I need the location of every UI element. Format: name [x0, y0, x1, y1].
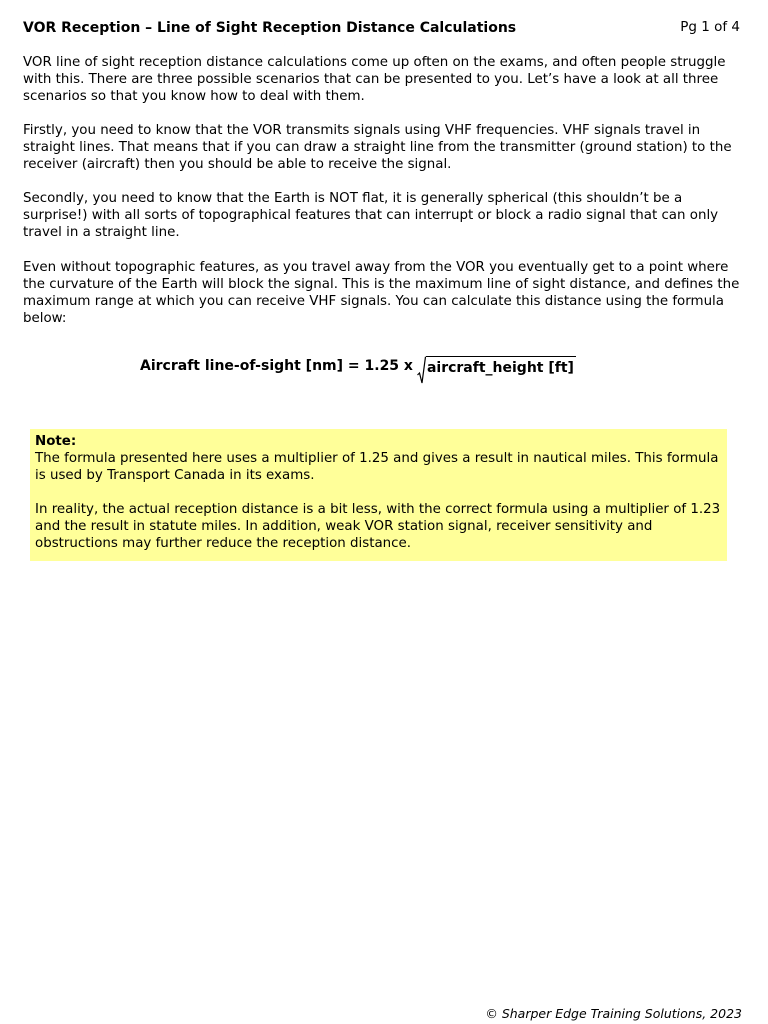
- square-root-icon: [417, 356, 426, 384]
- note-paragraph: The formula presented here uses a multiplier of 1.25 and gives a result in nautical miles. This formula is used by Transport Canada in its exams.: [35, 451, 719, 483]
- curvature-paragraph: Even without topographic features, as you travel away from the VOR you eventually get to a point where the curvature of the Earth will block the signal. This is the maximum line of sight distance, and defines the maximum range at which you can receive VHF signals. You can calculate this distance using the formula below:: [23, 260, 740, 326]
- intro-paragraph: VOR line of sight reception distance calculations come up often on the exams, and often people struggle with this. There are three possible scenarios that can be presented to you. Let’s have a look at all three scenarios so that you know how to deal with them.: [23, 55, 726, 104]
- note-box: [30, 429, 727, 561]
- note-label: Note:: [35, 434, 77, 449]
- vhf-paragraph: Firstly, you need to know that the VOR transmits signals using VHF frequencies. VHF signals travel in straight lines. That means that if you can draw a straight line from the transmitter (ground station) to the receiver (aircraft) then you should be able to receive the signal.: [23, 123, 732, 172]
- note-paragraph: In reality, the actual reception distance is a bit less, with the correct formula using a multiplier of 1.23 and the result in statute miles. In addition, weak VOR station signal, receiver sensitivity and obstructions may further reduce the reception distance.: [35, 502, 721, 551]
- page-title: VOR Reception – Line of Sight Reception Distance Calculations: [23, 20, 517, 36]
- earth-shape-paragraph: Secondly, you need to know that the Earth is NOT flat, it is generally spherical (this shouldn’t be a surprise!) with all sorts of topographical features that can interrupt or block a radio signal that can only travel in a straight line.: [23, 191, 719, 240]
- formula-radicand: aircraft_height [ft]: [426, 356, 576, 378]
- formula-lhs: Aircraft line-of-sight [nm] = 1.25 x: [140, 358, 413, 374]
- square-root: [413, 356, 576, 384]
- copyright-footer: © Sharper Edge Training Solutions, 2023: [485, 1006, 742, 1021]
- page-number: Pg 1 of 4: [680, 19, 740, 35]
- line-of-sight-formula: [140, 356, 576, 384]
